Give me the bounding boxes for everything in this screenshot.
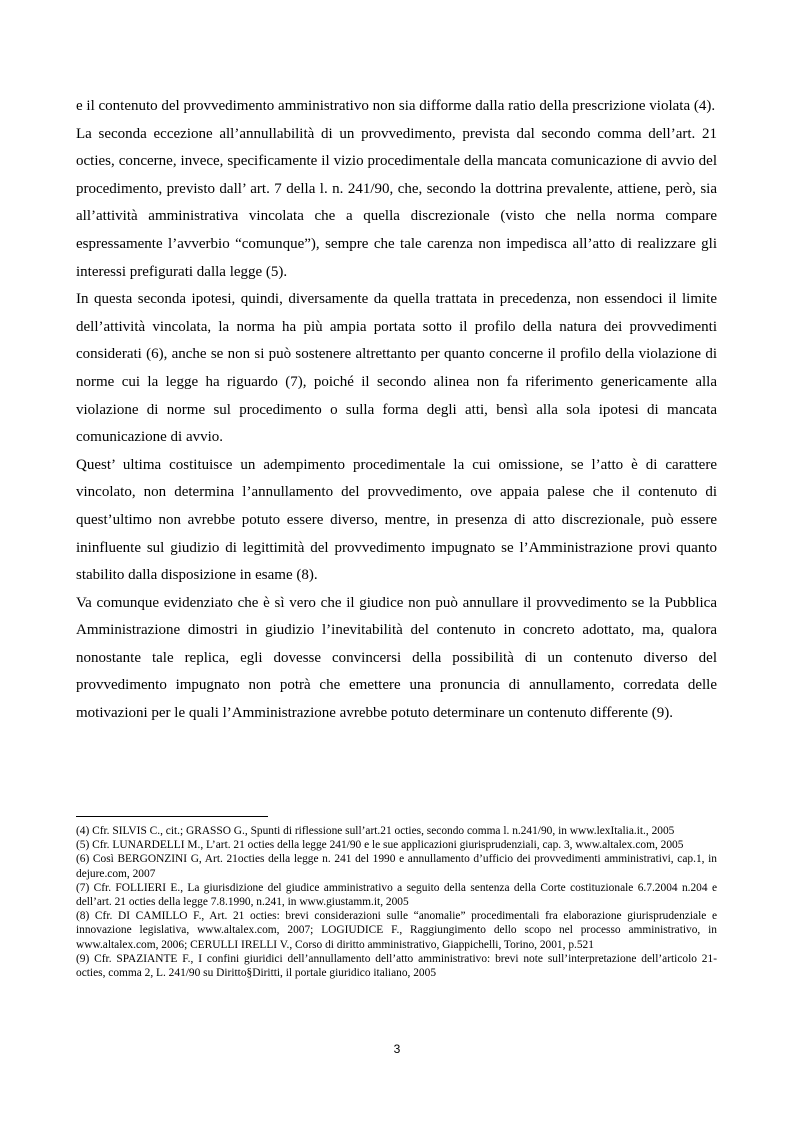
footnote: (8) Cfr. DI CAMILLO F., Art. 21 octies: brevi considerazioni sulle “anomalie” procedimentali fra elaborazione giurisprudenziale e innovazione legislativa, www.altalex.com, 2007; LOGIUDICE F., Raggiungimento dello scopo nel processo amministrativo, in www.altalex.com, 2006; CERULLI IRELLI V., Corso di diritto amministrativo, Giappichelli, Torino, 2001, p.521 xyxy=(76,910,717,951)
body-paragraph: In questa seconda ipotesi, quindi, diversamente da quella trattata in precedenza, non essendoci il limite dell’attività vincolata, la norma ha più ampia portata sotto il profilo della natura dei provvedimenti considerati (6), anche se non si può sostenere altrettanto per quanto concerne il profilo della violazione di norme cui la legge ha riguardo (7), poiché il secondo alinea non fa riferimento genericamente alla violazione di norme sul procedimento o sulla forma degli atti, bensì alla sola ipotesi di mancata comunicazione di avvio. xyxy=(76,291,717,446)
footnote: (9) Cfr. SPAZIANTE F., I confini giuridici dell’annullamento dell’atto amministrativo: brevi note sull’interpretazione dell’articolo 21-octies, comma 2, L. 241/90 su Diritto§Diritti, il portale giuridico italiano, 2005 xyxy=(76,952,717,980)
footnotes xyxy=(76,824,717,980)
footnote: (4) Cfr. SILVIS C., cit.; GRASSO G., Spunti di riflessione sull’art.21 octies, secondo comma l. n.241/90, in www.lexItalia.it., 2005 xyxy=(76,825,675,837)
footnote: (6) Così BERGONZINI G, Art. 21octies della legge n. 241 del 1990 e annullamento d’ufficio dei provvedimenti amministrativi, cap.1, in dejure.com, 2007 xyxy=(76,853,717,880)
body-paragraph: La seconda eccezione all’annullabilità di un provvedimento, prevista dal secondo comma dell’art. 21 octies, concerne, invece, specificamente il vizio procedimentale della mancata comunicazione di avvio del procedimento, previsto dall’ art. 7 della l. n. 241/90, che, secondo la dottrina prevalente, attiene, però, sia all’attività amministrativa vincolata che a quella discrezionale (visto che nella norma compare espressamente l’avverbio “comunque”), sempre che tale carenza non impedisca all’atto di realizzare gli interessi prefigurati dalla legge (5). xyxy=(76,125,717,280)
footnote-separator xyxy=(76,816,268,817)
page-number: 3 xyxy=(393,1042,401,1056)
body-paragraph: e il contenuto del provvedimento amministrativo non sia difforme dalla ratio della prescrizione violata (4). xyxy=(76,98,716,114)
body-paragraph: Quest’ ultima costituisce un adempimento procedimentale la cui omissione, se l’atto è di carattere vincolato, non determina l’annullamento del provvedimento, ove appaia palese che il contenuto di quest’ultimo non avrebbe potuto essere diverso, mentre, in presenza di atto discrezionale, può essere ininfluente sul giudizio di legittimità del provvedimento impugnato se l’Amministrazione provi quanto stabilito dalla disposizione in esame (8). xyxy=(76,456,717,584)
page-body xyxy=(76,93,717,728)
footnote: (5) Cfr. LUNARDELLI M., L’art. 21 octies della legge 241/90 e le sue applicazioni giurisprudenziali, cap. 3, www.altalex.com, 2005 xyxy=(76,839,684,852)
body-paragraph: Va comunque evidenziato che è sì vero che il giudice non può annullare il provvedimento se la Pubblica Amministrazione dimostri in giudizio l’inevitabilità del contenuto in concreto adottato, ma, qualora nonostante tale replica, egli dovesse convincersi della possibilità di un contenuto diverso del provvedimento impugnato non potrà che emettere una pronuncia di annullamento, corredata delle motivazioni per le quali l’Amministrazione avrebbe potuto determinare un contenuto differente (9). xyxy=(76,594,717,722)
footnote: (7) Cfr. FOLLIERI E., La giurisdizione del giudice amministrativo a seguito della sentenza della Corte costituzionale 6.7.2004 n.204 e dell’art. 21 octies della legge 7.8.1990, n.241, in www.giustamm.it, 2005 xyxy=(76,881,717,909)
